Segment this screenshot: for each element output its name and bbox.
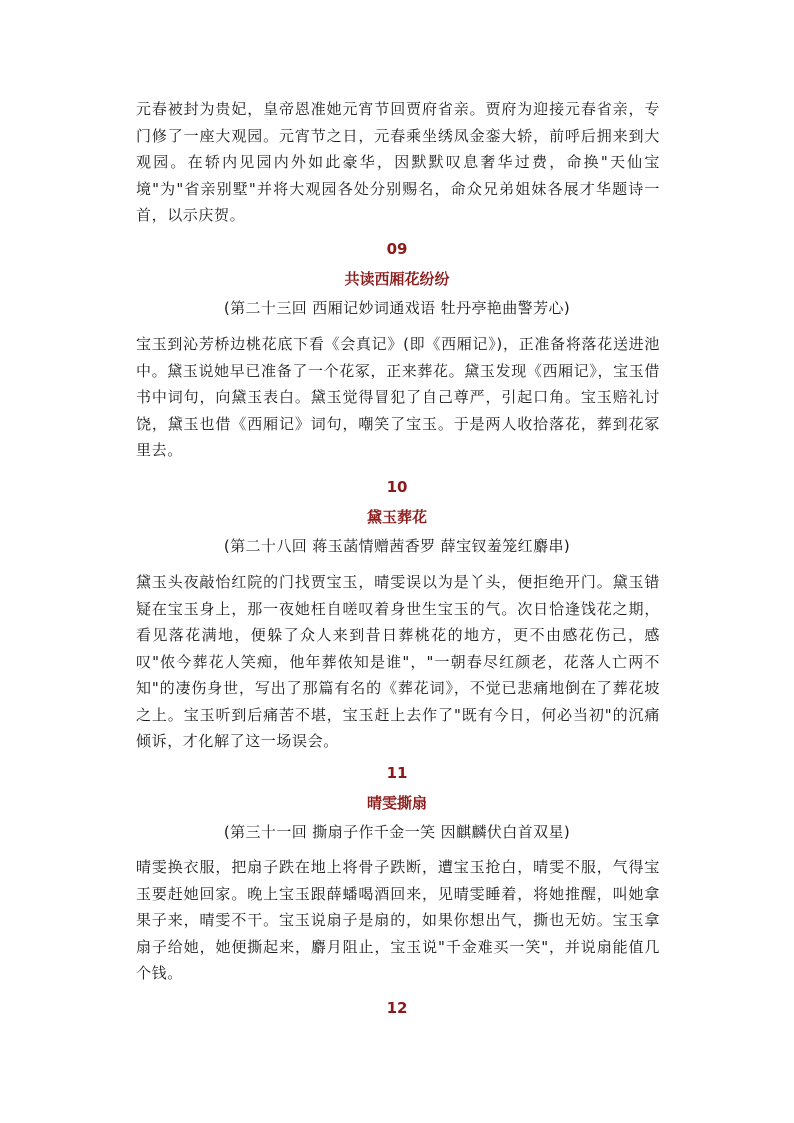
- section-subtitle: (第三十一回 撕扇子作千金一笑 因麒麟伏白首双星): [223, 823, 571, 841]
- section-number: 11: [386, 764, 408, 782]
- section-number: 12: [386, 999, 408, 1017]
- section-paragraph: 宝玉到沁芳桥边桃花底下看《会真记》(即《西厢记》)，正准备将落花送进池中。黛玉说她早已准备了一个花冢，正来葬花。黛玉发现《西厢记》，宝玉借书中词句，向黛玉表白。黛玉觉得冒犯了自己尊严，引起口角。宝玉赔礼讨饶，黛玉也借《西厢记》词句，嘲笑了宝玉。于是两人收拾落花，葬到花冢里去。: [136, 335, 660, 459]
- section-subtitle: (第二十八回 蒋玉菡情赠茜香罗 薛宝钗羞笼红麝串): [223, 537, 571, 555]
- section-number: 10: [386, 478, 408, 496]
- section-paragraph: 黛玉头夜敲怡红院的门找贾宝玉，晴雯误以为是丫头，便拒绝开门。黛玉错疑在宝玉身上，那一夜她枉自嗟叹着身世生宝玉的气。次日恰逢饯花之期，看见落花满地，便躲了众人来到昔日葬桃花的地方，更不由感花伤己，感叹"侬今葬花人笑痴，他年葬侬知是谁"，"一朝春尽红颜老，花落人亡两不知"的凄伤身世，写出了那篇有名的《葬花词》，不觉已悲痛地倒在了葬花坡之上。宝玉听到后痛苦不堪，宝玉赶上去作了"既有今日，何必当初"的沉痛倾诉，才化解了这一场误会。: [136, 573, 660, 750]
- section-subtitle: (第二十三回 西厢记妙词通戏语 牡丹亭艳曲警芳心): [223, 299, 571, 317]
- section-paragraph: 晴雯换衣服，把扇子跌在地上将骨子跌断，遭宝玉抢白，晴雯不服，气得宝玉要赶她回家。晚上宝玉跟薛蟠喝酒回来，见晴雯睡着，将她推醒，叫她拿果子来，晴雯不干。宝玉说扇子是扇的，如果你想出气，撕也无妨。宝玉拿扇子给她，她便撕起来，麝月阻止，宝玉说"千金难买一笑"，并说扇能值几个钱。: [136, 858, 660, 982]
- section-title: 晴雯撕扇: [366, 794, 427, 812]
- section-number: 09: [386, 240, 408, 258]
- section-title: 共读西厢花纷纷: [344, 270, 450, 288]
- intro-paragraph: 元春被封为贵妃，皇帝恩准她元宵节回贾府省亲。贾府为迎接元春省亲，专门修了一座大观园。元宵节之日，元春乘坐绣凤金銮大轿，前呼后拥来到大观园。在轿内见园内外如此豪华，因默默叹息奢华过费，命换"天仙宝境"为"省亲别墅"并将大观园各处分别赐名，命众兄弟姐妹各展才华题诗一首，以示庆贺。: [136, 100, 660, 224]
- section-title: 黛玉葬花: [366, 508, 427, 526]
